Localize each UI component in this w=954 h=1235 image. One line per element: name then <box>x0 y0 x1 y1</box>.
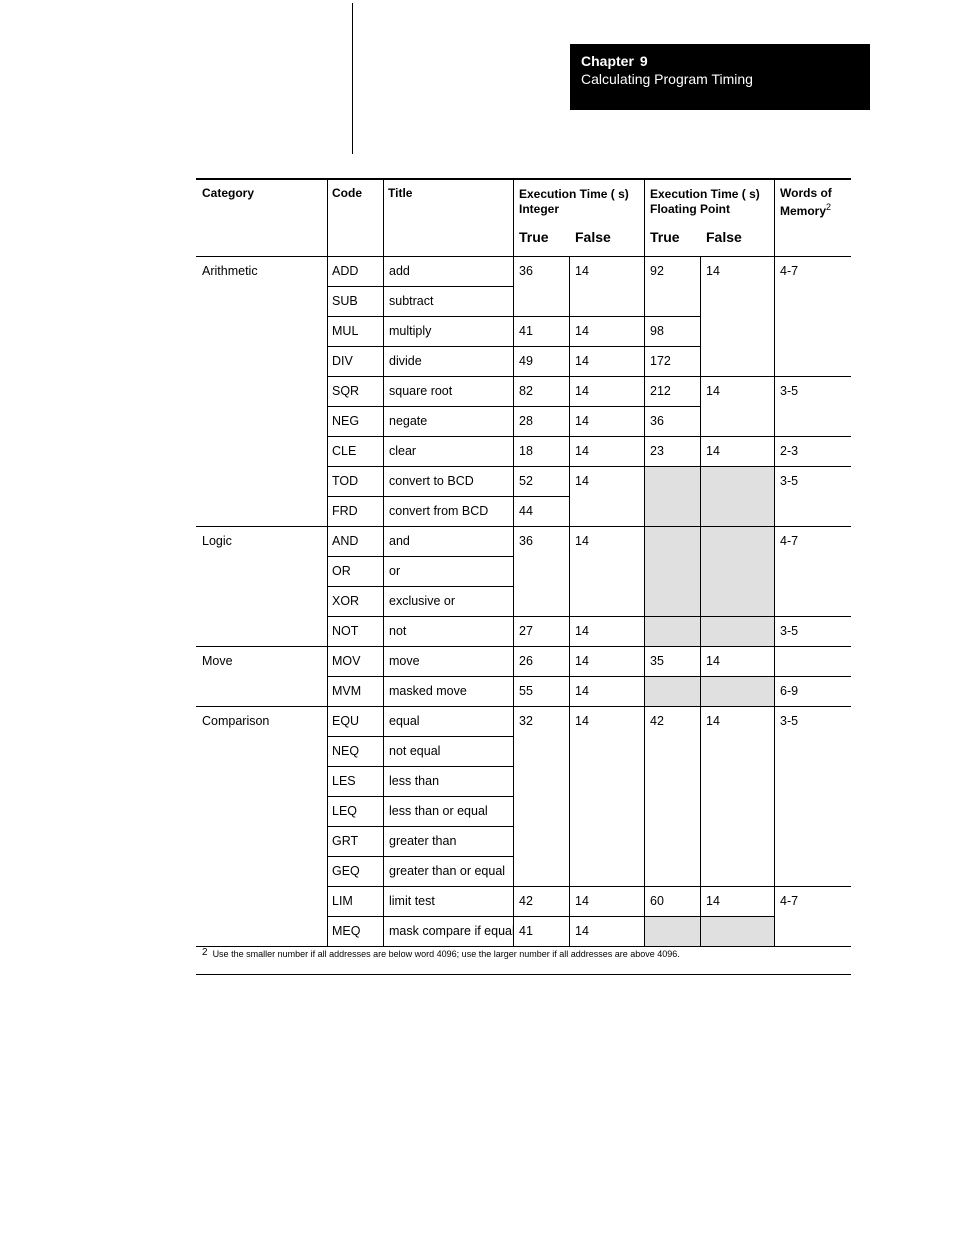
instruction-code: GRT <box>332 834 359 848</box>
header-code: Code <box>332 186 362 200</box>
shaded-cell <box>645 617 700 646</box>
table-rule <box>327 406 514 407</box>
table-rule <box>569 316 645 317</box>
instruction-title: multiply <box>389 324 432 338</box>
table-rule <box>774 466 851 467</box>
table-rule <box>644 616 701 617</box>
header-words: Words of <box>780 186 832 200</box>
instruction-title: square root <box>389 384 453 398</box>
integer-false-value: 14 <box>575 534 589 548</box>
table-rule <box>327 826 514 827</box>
words-of-memory-value: 2-3 <box>780 444 799 458</box>
table-rule <box>327 586 514 587</box>
float-true-value: 98 <box>650 324 664 338</box>
integer-false-value: 14 <box>575 924 589 938</box>
instruction-title: divide <box>389 354 422 368</box>
integer-true-value: 41 <box>519 924 533 938</box>
instruction-code: MUL <box>332 324 359 338</box>
instruction-code: DIV <box>332 354 353 368</box>
instruction-title: or <box>389 564 401 578</box>
instruction-title: limit test <box>389 894 435 908</box>
instruction-title: move <box>389 654 420 668</box>
table-rule <box>513 916 570 917</box>
table-rule <box>196 526 851 527</box>
instruction-code: FRD <box>332 504 358 518</box>
header-category: Category <box>202 186 255 200</box>
instruction-code: OR <box>332 564 351 578</box>
table-rule <box>700 916 775 917</box>
float-true-value: 212 <box>650 384 671 398</box>
integer-true-value: 32 <box>519 714 533 728</box>
integer-false-value: 14 <box>575 474 589 488</box>
table-column-rule <box>513 178 514 946</box>
table-rule <box>327 436 514 437</box>
table-rule <box>513 376 570 377</box>
header-exec-float: Execution Time ( s) <box>650 187 760 201</box>
instruction-title: exclusive or <box>389 594 455 608</box>
table-rule <box>513 886 570 887</box>
table-column-rule <box>327 178 328 946</box>
table-rule <box>513 346 570 347</box>
header-false-int: False <box>575 229 611 245</box>
table-rule <box>196 974 851 975</box>
integer-true-value: 36 <box>519 534 533 548</box>
table-rule <box>644 916 701 917</box>
instruction-code: NOT <box>332 624 359 638</box>
category-label: Comparison <box>202 714 270 728</box>
table-rule <box>327 916 514 917</box>
instruction-title: not <box>389 624 407 638</box>
float-true-value: 42 <box>650 714 664 728</box>
instruction-code: LIM <box>332 894 353 908</box>
table-rule <box>327 556 514 557</box>
category-label: Move <box>202 654 233 668</box>
instruction-title: negate <box>389 414 428 428</box>
footnote-text: Use the smaller number if all addresses are below word 4096; use the larger number if all addresses are above 4096. <box>212 949 680 959</box>
integer-false-value: 14 <box>575 714 589 728</box>
words-of-memory-value: 4-7 <box>780 264 799 278</box>
float-false-value: 14 <box>706 264 720 278</box>
chapter-title: Calculating Program Timing <box>581 71 753 87</box>
header-true-int: True <box>519 229 549 245</box>
table-rule <box>700 376 775 377</box>
margin-rule <box>352 3 353 154</box>
table-rule <box>644 436 701 437</box>
instruction-title: greater than <box>389 834 457 848</box>
table-rule <box>644 376 701 377</box>
float-true-value: 35 <box>650 654 664 668</box>
header-true-fp: True <box>650 229 680 245</box>
table-rule <box>644 406 701 407</box>
footnote-ref: 2 <box>826 202 832 212</box>
table-rule <box>327 376 514 377</box>
integer-true-value: 41 <box>519 324 533 338</box>
table-rule <box>327 346 514 347</box>
shaded-cell <box>701 617 774 646</box>
table-rule <box>774 616 851 617</box>
table-rule <box>700 676 775 677</box>
instruction-title: convert from BCD <box>389 504 489 518</box>
integer-false-value: 14 <box>575 354 589 368</box>
header-false-fp: False <box>706 229 742 245</box>
words-of-memory-value: 6-9 <box>780 684 799 698</box>
instruction-code: SQR <box>332 384 360 398</box>
table-rule <box>513 496 570 497</box>
float-true-value: 23 <box>650 444 664 458</box>
table-rule <box>644 676 701 677</box>
integer-true-value: 82 <box>519 384 533 398</box>
instruction-title: greater than or equal <box>389 864 506 878</box>
header-words-sub: Memory$^2$ <box>780 202 832 218</box>
instruction-code: SUB <box>332 294 358 308</box>
integer-false-value: 14 <box>575 624 589 638</box>
table-rule <box>327 466 514 467</box>
table-rule <box>774 886 851 887</box>
integer-true-value: 55 <box>519 684 533 698</box>
table-rule <box>700 436 775 437</box>
header-title: Title <box>388 186 413 200</box>
integer-false-value: 14 <box>575 444 589 458</box>
instruction-code: GEQ <box>332 864 360 878</box>
instruction-title: mask compare if equal <box>389 924 515 938</box>
shaded-cell <box>645 917 700 946</box>
instruction-code: AND <box>332 534 359 548</box>
instruction-title: less than or equal <box>389 804 488 818</box>
shaded-cell <box>701 917 774 946</box>
table-rule <box>644 346 701 347</box>
instruction-code: NEQ <box>332 744 360 758</box>
words-of-memory-value: 3-5 <box>780 384 799 398</box>
table-rule <box>774 436 851 437</box>
instruction-code: CLE <box>332 444 357 458</box>
float-true-value: 172 <box>650 354 671 368</box>
table-rule <box>774 676 851 677</box>
table-column-rule <box>774 178 775 946</box>
table-rule <box>327 676 514 677</box>
table-rule <box>513 466 570 467</box>
instruction-title: less than <box>389 774 440 788</box>
footnote-mark: 2 <box>202 947 208 958</box>
table-rule <box>196 646 851 647</box>
table-rule <box>700 466 775 467</box>
integer-false-value: 14 <box>575 324 589 338</box>
table-rule <box>774 376 851 377</box>
float-false-value: 14 <box>706 714 720 728</box>
table-rule <box>569 346 645 347</box>
instruction-title: and <box>389 534 410 548</box>
table-rule <box>327 286 514 287</box>
shaded-cell <box>701 677 774 706</box>
integer-true-value: 27 <box>519 624 533 638</box>
table-column-rule <box>700 256 701 946</box>
integer-true-value: 18 <box>519 444 533 458</box>
footnote <box>202 949 680 960</box>
words-of-memory-value: 3-5 <box>780 714 799 728</box>
table-rule <box>196 946 851 947</box>
table-rule <box>569 886 645 887</box>
instruction-code: NEG <box>332 414 360 428</box>
integer-false-value: 14 <box>575 684 589 698</box>
shaded-cell <box>645 467 700 616</box>
instruction-title: masked move <box>389 684 467 698</box>
integer-true-value: 44 <box>519 504 533 518</box>
table-rule <box>327 886 514 887</box>
integer-false-value: 14 <box>575 654 589 668</box>
instruction-code: ADD <box>332 264 359 278</box>
table-rule <box>196 706 851 707</box>
chapter-label: Chapter <box>581 53 634 69</box>
table-rule <box>513 676 570 677</box>
instruction-title: add <box>389 264 410 278</box>
instruction-title: clear <box>389 444 417 458</box>
table-rule <box>327 766 514 767</box>
shaded-cell <box>701 467 774 616</box>
integer-false-value: 14 <box>575 414 589 428</box>
table-rule <box>569 406 645 407</box>
float-false-value: 14 <box>706 384 720 398</box>
instruction-title: equal <box>389 714 420 728</box>
float-true-value: 36 <box>650 414 664 428</box>
integer-true-value: 36 <box>519 264 533 278</box>
table-rule <box>644 316 701 317</box>
instruction-code: TOD <box>332 474 359 488</box>
instruction-title: convert to BCD <box>389 474 474 488</box>
words-of-memory-value: 4-7 <box>780 534 799 548</box>
integer-true-value: 26 <box>519 654 533 668</box>
float-true-value: 60 <box>650 894 664 908</box>
chapter-number: 9 <box>639 53 648 69</box>
words-of-memory-value: 3-5 <box>780 474 799 488</box>
float-false-value: 14 <box>706 894 720 908</box>
table-rule <box>569 436 645 437</box>
instruction-code: LES <box>332 774 356 788</box>
category-label: Arithmetic <box>202 264 258 278</box>
instruction-code: MVM <box>332 684 362 698</box>
words-of-memory-value: 3-5 <box>780 624 799 638</box>
header-exec-float-sub: Floating Point <box>650 202 730 216</box>
table-rule <box>644 886 701 887</box>
table-rule <box>196 256 851 257</box>
instruction-timing-table <box>196 178 850 978</box>
float-false-value: 14 <box>706 444 720 458</box>
table-rule <box>513 316 570 317</box>
integer-false-value: 14 <box>575 264 589 278</box>
table-column-rule <box>569 256 570 946</box>
category-label: Logic <box>202 534 232 548</box>
table-rule <box>327 316 514 317</box>
table-rule <box>700 616 775 617</box>
instruction-code: LEQ <box>332 804 358 818</box>
table-rule <box>700 886 775 887</box>
shaded-cell <box>645 677 700 706</box>
table-rule <box>569 616 645 617</box>
instruction-title: subtract <box>389 294 434 308</box>
integer-true-value: 28 <box>519 414 533 428</box>
table-rule <box>327 856 514 857</box>
table-rule <box>513 436 570 437</box>
float-false-value: 14 <box>706 654 720 668</box>
table-rule <box>327 736 514 737</box>
table-rule <box>513 616 570 617</box>
instruction-title: not equal <box>389 744 441 758</box>
instruction-code: MOV <box>332 654 361 668</box>
table-rule <box>569 376 645 377</box>
instruction-code: MEQ <box>332 924 361 938</box>
table-rule <box>327 796 514 797</box>
chapter-header <box>570 44 870 110</box>
integer-true-value: 42 <box>519 894 533 908</box>
integer-true-value: 49 <box>519 354 533 368</box>
table-column-rule <box>383 178 384 946</box>
words-of-memory-value: 4-7 <box>780 894 799 908</box>
table-rule <box>569 676 645 677</box>
table-column-rule <box>644 178 645 946</box>
integer-true-value: 52 <box>519 474 533 488</box>
table-rule <box>569 916 645 917</box>
table-rule <box>327 616 514 617</box>
table-rule <box>513 406 570 407</box>
table-rule <box>569 466 645 467</box>
integer-false-value: 14 <box>575 894 589 908</box>
header-exec-integer: Execution Time ( s) <box>519 187 629 201</box>
integer-false-value: 14 <box>575 384 589 398</box>
float-true-value: 92 <box>650 264 664 278</box>
table-rule <box>196 178 851 180</box>
table-rule <box>644 466 701 467</box>
instruction-code: EQU <box>332 714 360 728</box>
table-rule <box>327 496 514 497</box>
instruction-code: XOR <box>332 594 360 608</box>
header-exec-integer-sub: Integer <box>519 202 560 216</box>
